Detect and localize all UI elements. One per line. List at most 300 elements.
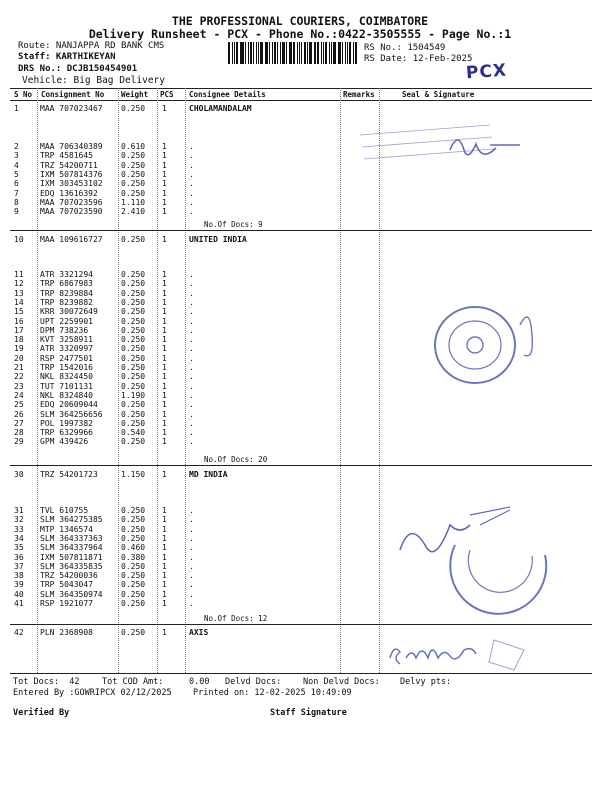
consignee-detail: . xyxy=(189,325,194,335)
weight: 0.250 xyxy=(121,589,146,599)
serial-number: 29 xyxy=(14,437,24,447)
barcode-bar xyxy=(317,42,319,64)
barcode-bar xyxy=(321,42,322,64)
consignee-detail: . xyxy=(189,142,194,151)
serial-number: 35 xyxy=(14,543,24,553)
consignment-number: TRP 6329966 xyxy=(40,428,93,438)
pieces: 1 xyxy=(162,235,167,244)
serial-number: 41 xyxy=(14,599,24,608)
consignee-detail: . xyxy=(189,428,194,438)
consignee-detail: . xyxy=(189,400,194,410)
weight: 0.250 xyxy=(121,179,146,189)
consignment-number: ATR 3321294 xyxy=(40,270,93,279)
serial-number: 23 xyxy=(14,381,24,391)
consignee-detail: . xyxy=(189,335,194,345)
consignment-number: PLN 2368908 xyxy=(40,628,93,637)
pieces: 1 xyxy=(162,418,167,428)
consignment-number: MTP 1346574 xyxy=(40,524,93,534)
weight: 0.250 xyxy=(121,169,146,179)
barcode-bar xyxy=(355,42,357,64)
barcode-bar xyxy=(258,42,259,64)
barcode-bar xyxy=(290,42,292,64)
serial-number: 14 xyxy=(14,297,24,307)
weight: 1.150 xyxy=(121,470,146,479)
delivered-docs: Delvd Docs: xyxy=(225,677,282,687)
consignee-detail: . xyxy=(189,179,194,189)
serial-number: 7 xyxy=(14,188,19,198)
weight: 0.250 xyxy=(121,533,146,543)
staff-signature: Staff Signature xyxy=(270,708,347,718)
consignment-number: SLM 364335835 xyxy=(40,561,103,571)
consignment-number: NKL 8324450 xyxy=(40,372,93,382)
weight: 0.250 xyxy=(121,279,146,289)
pieces: 1 xyxy=(162,506,167,515)
weight: 0.540 xyxy=(121,428,146,438)
weight: 0.250 xyxy=(121,506,146,515)
runsheet-title: Delivery Runsheet - PCX - Phone No.:0422-3505555 - Page No.:1 xyxy=(88,27,512,41)
consignee-detail: . xyxy=(189,533,194,543)
weight: 0.380 xyxy=(121,552,146,562)
weight: 1.190 xyxy=(121,390,146,400)
consignment-number: NKL 8324840 xyxy=(40,390,93,400)
consignee-detail: . xyxy=(189,316,194,326)
consignment-number: TRP 1542016 xyxy=(40,363,93,372)
staff: Staff: KARTHIKEYAN xyxy=(18,52,116,62)
barcode-bar xyxy=(256,42,257,64)
barcode-bar xyxy=(289,42,290,64)
consignment-number: IXM 507814376 xyxy=(40,169,103,179)
pieces: 1 xyxy=(162,104,167,113)
weight: 0.250 xyxy=(121,561,146,571)
consignee-detail: . xyxy=(189,307,194,317)
barcode-bar xyxy=(253,42,254,64)
serial-number: 30 xyxy=(14,470,24,479)
barcode-bar xyxy=(240,42,241,64)
consignment-number: ATR 3320997 xyxy=(40,344,93,354)
barcode-bar xyxy=(333,42,336,64)
consignee-detail: . xyxy=(189,363,194,372)
consignment-number: TRP 8239882 xyxy=(40,297,93,307)
weight: 0.250 xyxy=(121,409,146,419)
serial-number: 21 xyxy=(14,363,24,372)
consignment-number: TRP 4581645 xyxy=(40,151,93,161)
consignment-number: GPM 439426 xyxy=(40,437,89,447)
consignee-detail: . xyxy=(189,381,194,391)
serial-number: 4 xyxy=(14,160,19,170)
column-divider xyxy=(185,88,186,673)
barcode-bar xyxy=(339,42,341,64)
weight: 0.250 xyxy=(121,571,146,581)
consignee-name: AXIS xyxy=(189,628,209,637)
pieces: 1 xyxy=(162,580,167,590)
pieces: 1 xyxy=(162,151,167,161)
consignee-detail: . xyxy=(189,288,194,298)
consignee-detail: . xyxy=(189,344,194,354)
consignee-detail: . xyxy=(189,418,194,428)
consignee-detail: . xyxy=(189,506,194,515)
weight: 0.250 xyxy=(121,335,146,345)
serial-number: 18 xyxy=(14,335,24,345)
serial-number: 32 xyxy=(14,515,24,525)
barcode-bar xyxy=(315,42,316,64)
barcode-bar xyxy=(280,42,281,64)
consignment-number: MAA 707023467 xyxy=(40,104,103,113)
pieces: 1 xyxy=(162,400,167,410)
group-separator xyxy=(10,230,592,231)
weight: 1.110 xyxy=(121,197,146,207)
pieces: 1 xyxy=(162,270,167,279)
delivery-points: Delvy pts: xyxy=(400,677,452,687)
consignee-detail: . xyxy=(189,543,194,553)
pieces: 1 xyxy=(162,335,167,345)
consignee-detail: . xyxy=(189,589,194,599)
weight: 0.250 xyxy=(121,381,146,391)
pieces: 1 xyxy=(162,363,167,372)
pieces: 1 xyxy=(162,599,167,608)
verified-by: Verified By xyxy=(13,708,70,718)
pieces: 1 xyxy=(162,470,167,479)
barcode-bar xyxy=(325,42,327,64)
consignee-detail: . xyxy=(189,297,194,307)
col-header-consignment: Consignment No xyxy=(41,90,105,99)
barcode-bar xyxy=(309,42,312,64)
pieces: 1 xyxy=(162,160,167,170)
consignment-number: POL 1997382 xyxy=(40,418,93,428)
barcode-bar xyxy=(347,42,348,64)
weight: 0.250 xyxy=(121,580,146,590)
vehicle: Vehicle: Big Bag Delivery xyxy=(22,75,165,86)
consignment-number: DPM 738236 xyxy=(40,325,89,335)
column-divider xyxy=(157,88,158,673)
consignment-number: UPT 2259901 xyxy=(40,316,93,326)
barcode-bar xyxy=(353,42,354,64)
pieces: 1 xyxy=(162,428,167,438)
weight: 0.460 xyxy=(121,543,146,553)
barcode-bar xyxy=(323,42,324,64)
entered-by: Entered By :GOWRIPCX 02/12/2025 xyxy=(13,688,172,698)
pieces: 1 xyxy=(162,142,167,151)
barcode-bar xyxy=(331,42,332,64)
pieces: 1 xyxy=(162,533,167,543)
no-of-docs: No.Of Docs: 20 xyxy=(204,455,268,464)
barcode-bar xyxy=(241,42,244,64)
total-docs: Tot Docs: 42 xyxy=(13,677,80,687)
consignment-number: SLM 364337964 xyxy=(40,543,103,553)
serial-number: 8 xyxy=(14,197,19,207)
consignment-number: TRP 8239884 xyxy=(40,288,93,298)
column-divider xyxy=(118,88,119,673)
weight: 0.250 xyxy=(121,344,146,354)
barcode-bar xyxy=(301,42,302,64)
serial-number: 33 xyxy=(14,524,24,534)
weight: 0.250 xyxy=(121,400,146,410)
barcode-bar xyxy=(265,42,266,64)
serial-number: 40 xyxy=(14,589,24,599)
table-top-rule xyxy=(10,88,592,89)
serial-number: 12 xyxy=(14,279,24,289)
pieces: 1 xyxy=(162,552,167,562)
consignee-detail: . xyxy=(189,169,194,179)
serial-number: 17 xyxy=(14,325,24,335)
pieces: 1 xyxy=(162,409,167,419)
pieces: 1 xyxy=(162,524,167,534)
consignment-number: TUT 7101131 xyxy=(40,381,93,391)
axis-signature xyxy=(384,630,534,675)
consignment-number: KRR 30072649 xyxy=(40,307,98,317)
col-header-details: Consignee Details xyxy=(189,90,266,99)
consignment-number: TRZ 54201723 xyxy=(40,470,98,479)
barcode-bar xyxy=(248,42,249,64)
consignee-detail: . xyxy=(189,580,194,590)
barcode-bar xyxy=(272,42,273,64)
pieces: 1 xyxy=(162,561,167,571)
serial-number: 10 xyxy=(14,235,24,244)
col-header-sno: S No xyxy=(14,90,33,99)
serial-number: 1 xyxy=(14,104,19,113)
barcode-bar xyxy=(304,42,306,64)
consignment-number: IXM 507811871 xyxy=(40,552,103,562)
route: Route: NANJAPPA RD BANK CMS xyxy=(18,41,165,51)
pieces: 1 xyxy=(162,571,167,581)
consignment-number: EDQ 13616392 xyxy=(40,188,98,198)
weight: 0.250 xyxy=(121,297,146,307)
weight: 0.250 xyxy=(121,288,146,298)
column-divider xyxy=(37,88,38,673)
weight: 0.250 xyxy=(121,437,146,447)
weight: 0.250 xyxy=(121,599,146,608)
barcode-bar xyxy=(250,42,252,64)
consignment-number: TRP 6867983 xyxy=(40,279,93,289)
consignment-number: SLM 364350974 xyxy=(40,589,103,599)
consignment-number: SLM 364337363 xyxy=(40,533,103,543)
consignee-detail: . xyxy=(189,409,194,419)
pieces: 1 xyxy=(162,297,167,307)
consignee-detail: . xyxy=(189,599,194,608)
serial-number: 39 xyxy=(14,580,24,590)
pieces: 1 xyxy=(162,307,167,317)
rs-date: RS Date: 12-Feb-2025 xyxy=(364,54,473,64)
barcode-bar xyxy=(286,42,287,64)
consignee-name: MD INDIA xyxy=(189,470,228,479)
consignee-detail: . xyxy=(189,197,194,207)
weight: 0.250 xyxy=(121,325,146,335)
pieces: 1 xyxy=(162,344,167,354)
serial-number: 36 xyxy=(14,552,24,562)
consignment-number: MAA 707023596 xyxy=(40,197,103,207)
col-header-weight: Weight xyxy=(121,90,149,99)
weight: 0.250 xyxy=(121,524,146,534)
barcode-bar xyxy=(236,42,238,64)
consignee-detail: . xyxy=(189,390,194,400)
weight: 0.250 xyxy=(121,235,146,244)
pieces: 1 xyxy=(162,390,167,400)
pieces: 1 xyxy=(162,179,167,189)
cholamandalam-stamp xyxy=(340,115,540,185)
table-header-rule xyxy=(10,100,592,101)
serial-number: 38 xyxy=(14,571,24,581)
serial-number: 6 xyxy=(14,179,19,189)
pieces: 1 xyxy=(162,279,167,289)
barcode-bar xyxy=(338,42,339,64)
company-name: THE PROFESSIONAL COURIERS, COIMBATORE xyxy=(171,14,429,28)
barcode-bar xyxy=(234,42,235,64)
pieces: 1 xyxy=(162,515,167,525)
consignee-detail: . xyxy=(189,207,194,217)
pieces: 1 xyxy=(162,628,167,637)
weight: 0.250 xyxy=(121,628,146,637)
barcode-bar xyxy=(282,42,285,64)
weight: 0.250 xyxy=(121,363,146,372)
serial-number: 11 xyxy=(14,270,24,279)
pieces: 1 xyxy=(162,288,167,298)
weight: 0.250 xyxy=(121,160,146,170)
consignee-detail: . xyxy=(189,372,194,382)
consignment-number: RSP 2477501 xyxy=(40,353,93,363)
weight: 0.250 xyxy=(121,270,146,279)
consignee-detail: . xyxy=(189,353,194,363)
pieces: 1 xyxy=(162,197,167,207)
serial-number: 22 xyxy=(14,372,24,382)
col-header-pcs: PCS xyxy=(160,90,174,99)
serial-number: 3 xyxy=(14,151,19,161)
pieces: 1 xyxy=(162,188,167,198)
weight: 0.610 xyxy=(121,142,146,151)
group-separator xyxy=(10,465,592,466)
consignment-number: KVT 3258911 xyxy=(40,335,93,345)
consignment-number: IXM 303453102 xyxy=(40,179,103,189)
consignee-detail: . xyxy=(189,437,194,447)
col-header-seal: Seal & Signature xyxy=(402,90,475,99)
pieces: 1 xyxy=(162,543,167,553)
serial-number: 19 xyxy=(14,344,24,354)
consignment-number: EDQ 20609044 xyxy=(40,400,98,410)
pieces: 1 xyxy=(162,169,167,179)
barcode-bar xyxy=(314,42,315,64)
weight: 0.250 xyxy=(121,307,146,317)
serial-number: 31 xyxy=(14,506,24,515)
consignment-number: SLM 364275385 xyxy=(40,515,103,525)
barcode-bar xyxy=(277,42,278,64)
printed-on: Printed on: 12-02-2025 10:49:09 xyxy=(193,688,352,698)
barcode-bar xyxy=(307,42,308,64)
barcode-bar xyxy=(297,42,298,64)
weight: 0.250 xyxy=(121,418,146,428)
consignment-number: SLM 364256656 xyxy=(40,409,103,419)
consignee-detail: . xyxy=(189,515,194,525)
col-header-remarks: Remarks xyxy=(343,90,375,99)
md-india-seal xyxy=(385,485,555,615)
consignee-detail: . xyxy=(189,151,194,161)
serial-number: 25 xyxy=(14,400,24,410)
consignee-detail: . xyxy=(189,270,194,279)
serial-number: 15 xyxy=(14,307,24,317)
weight: 0.250 xyxy=(121,353,146,363)
group-separator xyxy=(10,624,592,625)
total-cod-amount: Tot COD Amt: 0.00 xyxy=(102,677,210,687)
pieces: 1 xyxy=(162,372,167,382)
serial-number: 28 xyxy=(14,428,24,438)
no-of-docs: No.Of Docs: 12 xyxy=(204,614,268,623)
weight: 0.250 xyxy=(121,515,146,525)
consignment-number: MAA 707023590 xyxy=(40,207,103,217)
consignee-name: CHOLAMANDALAM xyxy=(189,104,252,113)
pieces: 1 xyxy=(162,589,167,599)
pieces: 1 xyxy=(162,207,167,217)
consignee-detail: . xyxy=(189,524,194,534)
consignment-number: TRP 5043047 xyxy=(40,580,93,590)
consignment-number: MAA 109616727 xyxy=(40,235,103,244)
serial-number: 16 xyxy=(14,316,24,326)
non-delivered-docs: Non Delvd Docs: xyxy=(303,677,380,687)
barcode-bar xyxy=(260,42,263,64)
pieces: 1 xyxy=(162,381,167,391)
barcode-bar xyxy=(299,42,300,64)
barcode-bar xyxy=(245,42,246,64)
pieces: 1 xyxy=(162,437,167,447)
barcode-bar xyxy=(345,42,346,64)
serial-number: 9 xyxy=(14,207,19,217)
barcode-bar xyxy=(269,42,270,64)
consignee-detail: . xyxy=(189,571,194,581)
serial-number: 24 xyxy=(14,390,24,400)
serial-number: 5 xyxy=(14,169,19,179)
consignee-detail: . xyxy=(189,561,194,571)
consignment-number: MAA 706340389 xyxy=(40,142,103,151)
barcode-bar xyxy=(274,42,276,64)
barcode-bar xyxy=(329,42,330,64)
consignee-detail: . xyxy=(189,188,194,198)
pieces: 1 xyxy=(162,316,167,326)
rs-number: RS No.: 1504549 xyxy=(364,43,446,53)
serial-number: 20 xyxy=(14,353,24,363)
footer-rule xyxy=(10,673,592,674)
serial-number: 34 xyxy=(14,533,24,543)
weight: 2.410 xyxy=(121,207,146,217)
pieces: 1 xyxy=(162,353,167,363)
barcode-bar xyxy=(228,42,230,64)
serial-number: 26 xyxy=(14,409,24,419)
barcode-bar xyxy=(342,42,343,64)
no-of-docs: No.Of Docs: 9 xyxy=(204,220,263,229)
serial-number: 13 xyxy=(14,288,24,298)
serial-number: 2 xyxy=(14,142,19,151)
consignment-number: TRZ 54200036 xyxy=(40,571,98,581)
barcode xyxy=(228,42,358,64)
consignment-number: TRZ 54200711 xyxy=(40,160,98,170)
barcode-bar xyxy=(266,42,268,64)
serial-number: 37 xyxy=(14,561,24,571)
pieces: 1 xyxy=(162,325,167,335)
consignee-detail: . xyxy=(189,160,194,170)
weight: 0.250 xyxy=(121,104,146,113)
barcode-bar xyxy=(293,42,295,64)
pcx-stamp: PCX xyxy=(465,60,508,84)
barcode-bar xyxy=(232,42,233,64)
serial-number: 42 xyxy=(14,628,24,637)
united-india-seal xyxy=(420,295,560,395)
weight: 0.250 xyxy=(121,372,146,382)
consignee-detail: . xyxy=(189,552,194,562)
consignee-name: UNITED INDIA xyxy=(189,235,247,244)
drs-number: DRS No.: DCJB150454901 xyxy=(18,64,138,74)
barcode-bar xyxy=(349,42,351,64)
weight: 0.250 xyxy=(121,151,146,161)
consignment-number: RSP 1921077 xyxy=(40,599,93,608)
consignee-detail: . xyxy=(189,279,194,289)
weight: 0.250 xyxy=(121,188,146,198)
serial-number: 27 xyxy=(14,418,24,428)
consignment-number: TVL 610755 xyxy=(40,506,89,515)
